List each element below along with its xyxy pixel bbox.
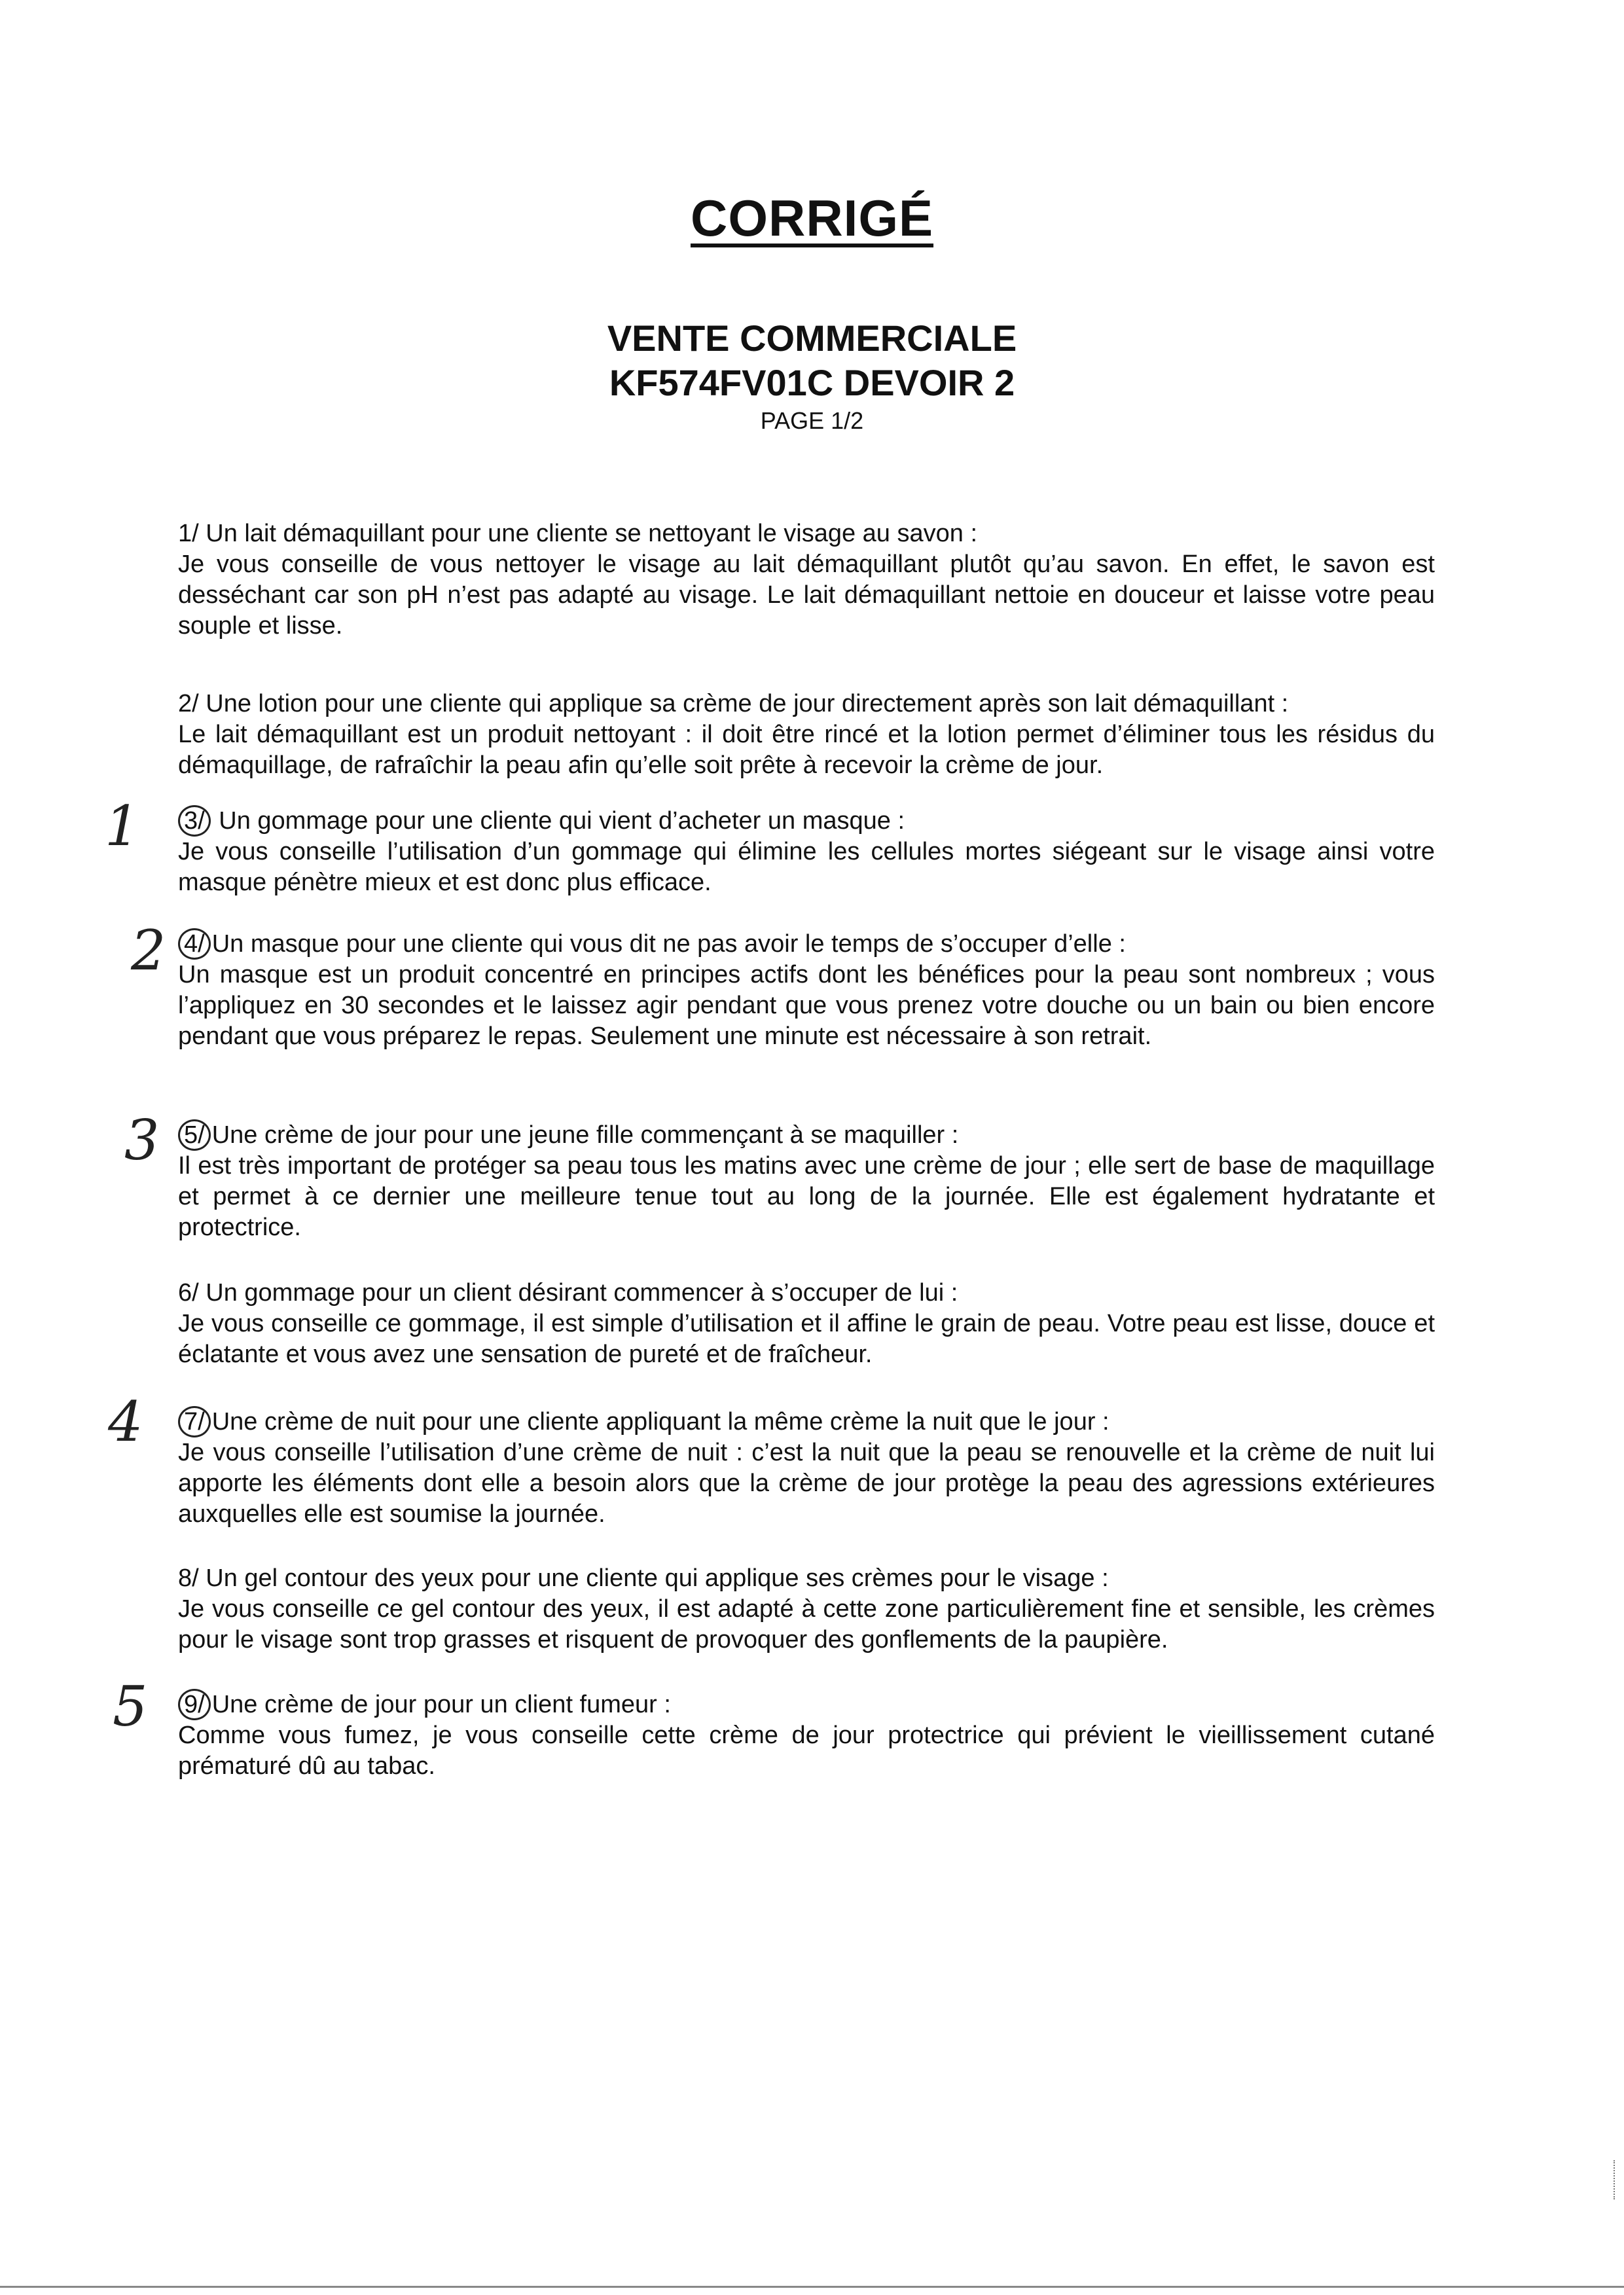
answer-heading: 9/ Une crème de jour pour un client fumeur : — [178, 1689, 1435, 1720]
answer-number: 6/ — [178, 1279, 199, 1307]
answer-number: 4/ — [178, 928, 211, 960]
answer-item-2 — [178, 689, 1435, 781]
answer-item-7 — [178, 1406, 1435, 1530]
answer-number: 7/ — [178, 1406, 211, 1437]
course-title: VENTE COMMERCIALE — [607, 317, 1017, 359]
answer-heading: 3/ Un gommage pour une cliente qui vient d’acheter un masque : — [178, 805, 1435, 837]
answer-heading: 4/ Un masque pour une cliente qui vous dit ne pas avoir le temps de s’occuper d’elle : — [178, 928, 1435, 960]
answer-body: Je vous conseille de vous nettoyer le visage au lait démaquillant plutôt qu’au savon. En effet, le savon est desséchant car son pH n’est pas adapté au visage. Le lait démaquillant nettoie en douceur et laisse votre peau souple et lisse. — [178, 551, 1435, 640]
answer-body: Un masque est un produit concentré en principes actifs dont les bénéfices pour la peau sont nombreux ; vous l’appliquez en 30 secondes et le laissez agir pendant que vous prenez votre douche ou un bain ou bien encore pendant que vous préparez le repas. Seulement une minute est nécessaire à son retrait. — [178, 961, 1435, 1050]
page-title: CORRIGÉ — [690, 189, 934, 247]
answer-body: Je vous conseille ce gommage, il est simple d’utilisation et il affine le grain de peau. Votre peau est lisse, douce et éclatante et vous avez une sensation de pureté et de fraîcheur. — [178, 1310, 1435, 1368]
answer-item-8 — [178, 1563, 1435, 1655]
answer-item-3 — [178, 805, 1435, 898]
answer-number: 5/ — [178, 1119, 211, 1151]
answer-number: 2/ — [178, 690, 199, 717]
answer-heading: 2/ Une lotion pour une cliente qui applique sa crème de jour directement après son lait démaquillant : — [178, 690, 1289, 717]
answer-body: Comme vous fumez, je vous conseille cette crème de jour protectrice qui prévient le vieillissement cutané prématuré dû au tabac. — [178, 1722, 1435, 1780]
answer-number: 1/ — [178, 520, 199, 547]
handwritten-mark-1: 1 — [105, 794, 140, 858]
answer-body: Je vous conseille l’utilisation d’un gommage qui élimine les cellules mortes siégeant sur le visage ainsi votre masque pénètre mieux et est donc plus efficace. — [178, 838, 1435, 896]
scan-bottom-edge — [0, 2286, 1624, 2288]
answer-number: 9/ — [178, 1689, 211, 1720]
answer-item-5 — [178, 1119, 1435, 1243]
answer-heading: 6/ Un gommage pour un client désirant commencer à s’occuper de lui : — [178, 1279, 958, 1307]
answer-item-4 — [178, 928, 1435, 1052]
page-number: PAGE 1/2 — [760, 407, 864, 434]
handwritten-mark-3: 3 — [124, 1108, 160, 1172]
answer-heading: 8/ Un gel contour des yeux pour une cliente qui applique ses crèmes pour le visage : — [178, 1564, 1109, 1592]
handwritten-mark-5: 5 — [113, 1674, 148, 1739]
scan-edge-marks — [1614, 2160, 1621, 2199]
answer-number: 8/ — [178, 1564, 199, 1592]
answer-body: Il est très important de protéger sa peau tous les matins avec une crème de jour ; elle sert de base de maquillage et permet à ce dernier une meilleure tenue tout au long de la journée. Elle est également hydratante et protectrice. — [178, 1152, 1435, 1241]
answer-heading: 1/ Un lait démaquillant pour une cliente se nettoyant le visage au savon : — [178, 520, 978, 547]
answer-item-6 — [178, 1278, 1435, 1370]
answer-body: Je vous conseille ce gel contour des yeux, il est adapté à cette zone particulièrement fine et sensible, les crèmes pour le visage sont trop grasses et risquent de provoquer des gonflements de la paupière. — [178, 1595, 1435, 1653]
assignment-code: KF574FV01C DEVOIR 2 — [609, 362, 1015, 403]
answer-body: Je vous conseille l’utilisation d’une crème de nuit : c’est la nuit que la peau se renouvelle et la crème de nuit lui apporte les éléments dont elle a besoin alors que la crème de jour protège la peau des agressions extérieures auxquelles elle est soumise la journée. — [178, 1439, 1435, 1528]
answer-item-1 — [178, 518, 1435, 642]
answer-heading: 7/ Une crème de nuit pour une cliente appliquant la même crème la nuit que le jour : — [178, 1406, 1435, 1437]
answer-body: Le lait démaquillant est un produit nettoyant : il doit être rincé et la lotion permet d’éliminer tous les résidus du démaquillage, de rafraîchir la peau afin qu’elle soit prête à recevoir la crème de jour. — [178, 721, 1435, 779]
handwritten-mark-2: 2 — [131, 918, 166, 983]
handwritten-mark-4: 4 — [108, 1390, 143, 1454]
answer-number: 3/ — [178, 805, 211, 837]
answer-item-9 — [178, 1689, 1435, 1782]
answer-heading: 5/ Une crème de jour pour une jeune fille commençant à se maquiller : — [178, 1119, 1435, 1151]
